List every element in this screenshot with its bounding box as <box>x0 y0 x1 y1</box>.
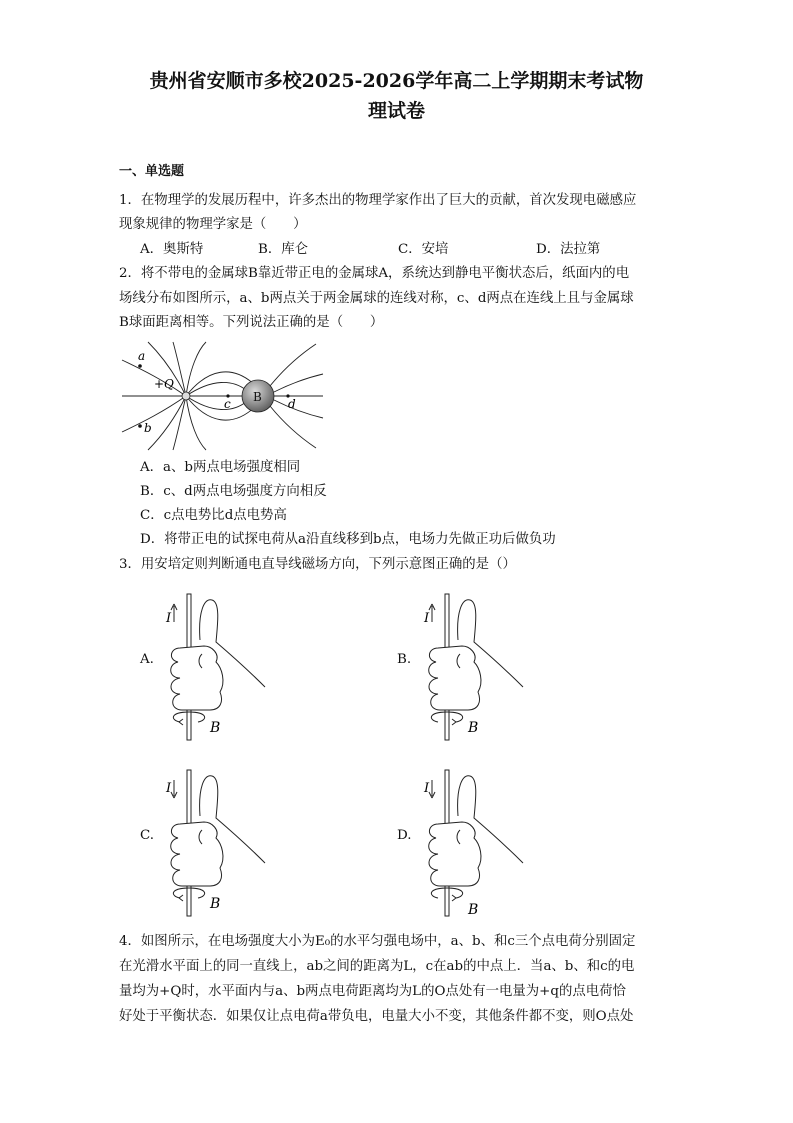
q2-option-d: D．将带正电的试探电荷从a沿直线移到b点，电场力先做正功后做负功 <box>140 532 556 547</box>
q1-option-b: B．库仑 <box>258 242 309 257</box>
q4-stem-line3: 量均为+Q时，水平面内与a、b两点电荷距离均为L的O点处有一电量为+q的点电荷恰 <box>119 984 626 999</box>
q1-stem-line1: 1．在物理学的发展历程中，许多杰出的物理学家作出了巨大的贡献，首次发现电磁感应 <box>119 193 637 208</box>
q2-option-c: C．c点电势比d点电势高 <box>140 508 287 523</box>
charge-label: +Q <box>154 377 174 391</box>
document-title-line2: 理试卷 <box>367 100 425 122</box>
q3-option-a-label: A. <box>140 652 154 667</box>
current-label: I <box>424 781 430 796</box>
field-label: B <box>468 902 479 918</box>
q3-stem-line1: 3．用安培定则判断通电直导线磁场方向，下列示意图正确的是（） <box>119 557 516 572</box>
q1-stem-line2: 现象规律的物理学家是（ ） <box>119 217 307 232</box>
q4-stem-line4: 好处于平衡状态．如果仅让点电荷a带负电，电量大小不变，其他条件都不变，则O点处 <box>119 1009 634 1024</box>
hand-figure-c <box>160 768 280 918</box>
q2-option-a: A．a、b两点电场强度相同 <box>140 460 301 475</box>
q4-stem-line1: 4．如图所示，在电场强度大小为E₀的水平匀强电场中，a、b、和c三个点电荷分别固定 <box>119 934 636 949</box>
q3-option-c-label: C. <box>140 828 155 843</box>
q3-option-d-label: D. <box>397 828 412 843</box>
current-label: I <box>166 781 172 796</box>
section-heading: 一、单选题 <box>119 164 185 179</box>
point-a-label: a <box>138 349 146 363</box>
q2-option-b: B．c、d两点电场强度方向相反 <box>140 484 327 499</box>
q2-stem-line2: 场线分布如图所示，a、b两点关于两金属球的连线对称，c、d两点在连线上且与金属球 <box>119 291 634 306</box>
metal-ball-a <box>182 392 190 400</box>
hand-figure-d <box>418 768 538 918</box>
q1-option-d: D．法拉第 <box>536 242 601 257</box>
hand-figure-a <box>160 592 280 742</box>
q2-stem-line3: B球面距离相等。下列说法正确的是（ ） <box>119 315 384 330</box>
electric-field-figure <box>118 340 328 452</box>
document-title-line1: 贵州省安顺市多校2025-2026学年高二上学期期末考试物 <box>149 70 644 92</box>
current-label: I <box>424 611 430 626</box>
point-c-label: c <box>224 397 231 411</box>
q4-stem-line2: 在光滑水平面上的同一直线上，ab之间的距离为L，c在ab的中点上．当a、b、和c的电 <box>119 959 635 974</box>
q1-option-c: C．安培 <box>398 242 449 257</box>
q1-option-a: A．奥斯特 <box>140 242 204 257</box>
q2-stem-line1: 2．将不带电的金属球B靠近带正电的金属球A，系统达到静电平衡状态后，纸面内的电 <box>119 266 630 281</box>
ball-b-label: B <box>253 390 262 404</box>
field-label: B <box>210 896 221 912</box>
q3-option-b-label: B. <box>397 652 412 667</box>
point-b-label: b <box>144 421 152 435</box>
field-label: B <box>210 720 221 736</box>
point-d-label: d <box>288 397 296 411</box>
hand-figure-b <box>418 592 538 742</box>
current-label: I <box>166 611 172 626</box>
field-label: B <box>468 720 479 736</box>
